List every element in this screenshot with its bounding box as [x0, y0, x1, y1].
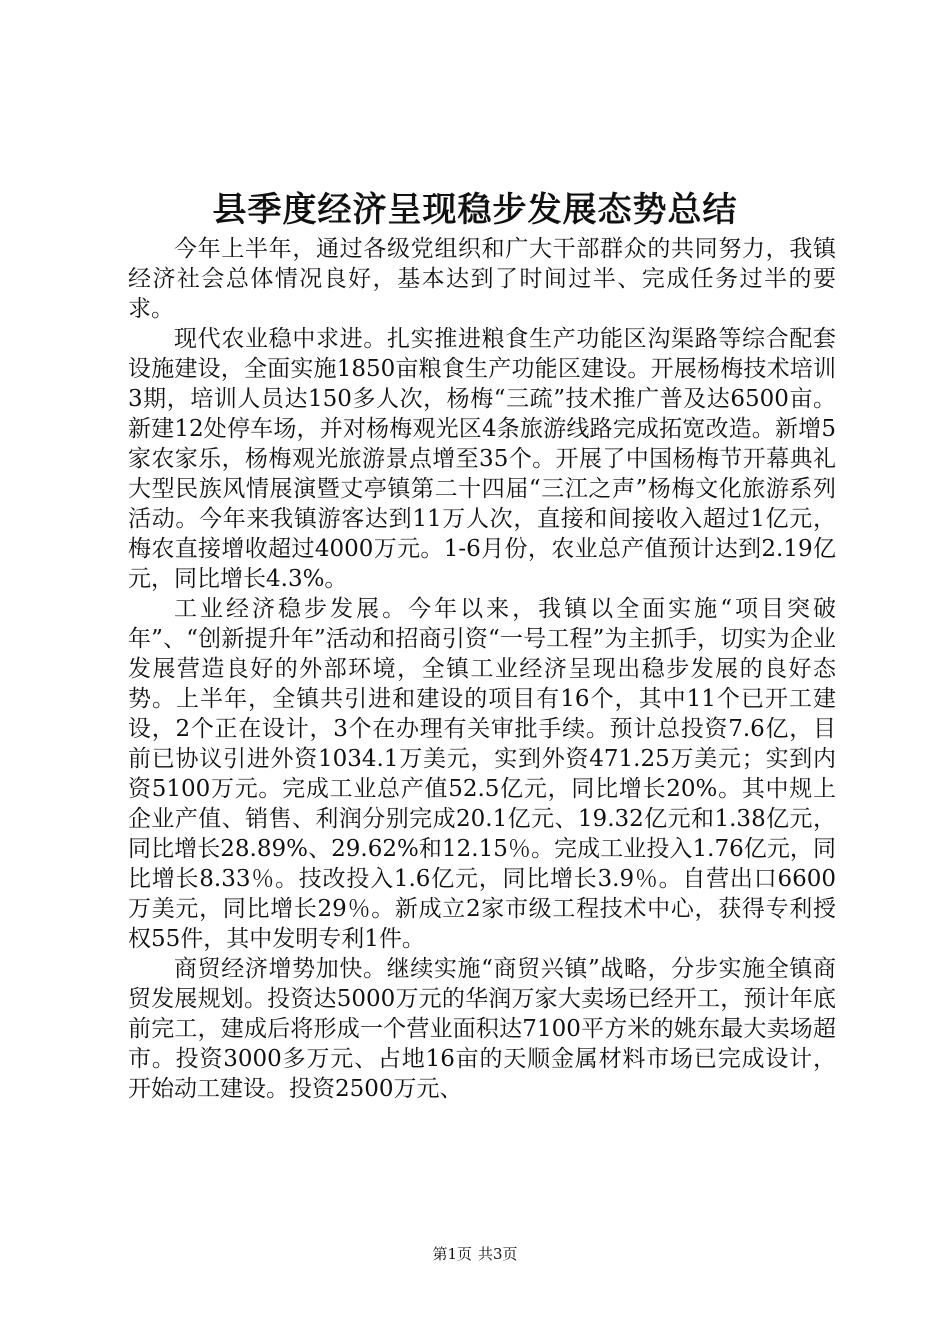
page-number: 第1页: [432, 1245, 472, 1263]
paragraph-industry: 工业经济稳步发展。今年以来，我镇以全面实施“项目突破年”、“创新提升年”活动和招商引资“一号工程”为主抓手，切实为企业发展营造良好的外部环境，全镇工业经济呈现出稳步发展的良好态势。上半年，全镇共引进和建设的项目有16个，其中11个已开工建设，2个正在设计，3个在办理有关审批手续。预计总投资7.6亿，目前已协议引进外资1034.1万美元，实到外资471.25万美元；实到内资5100万元。完成工业总产值52.5亿元，同比增长20%。其中规上企业产值、销售、利润分别完成20.1亿元、19.32亿元和1.38亿元，同比增长28.89%、29.62%和12.15％。完成工业投入1.76亿元，同比增长8.33％。技改投入1.6亿元，同比增长3.9％。自营出口6600万美元，同比增长29％。新成立2家市级工程技术中心，获得专利授权55件，其中发明专利1件。: [128, 596, 836, 952]
page-footer: [0, 1244, 950, 1264]
paragraph-commerce: 商贸经济增势加快。继续实施“商贸兴镇”战略，分步实施全镇商贸发展规划。投资达5000万元的华润万家大卖场已经开工，预计年底前完工，建成后将形成一个营业面积达7100平方米的姚东最大卖场超市。投资3000多万元、占地16亩的天顺金属材料市场已完成设计，开始动工建设。投资2500万元、: [128, 956, 836, 1102]
paragraph-intro: 今年上半年，通过各级党组织和广大干部群众的共同努力，我镇经济社会总体情况良好，基本达到了时间过半、完成任务过半的要求。: [128, 236, 836, 322]
document-body: [128, 234, 836, 1104]
page-total: 共3页: [478, 1245, 518, 1263]
paragraph-agriculture: 现代农业稳中求进。扎实推进粮食生产功能区沟渠路等综合配套设施建设，全面实施1850亩粮食生产功能区建设。开展杨梅技术培训3期，培训人员达150多人次，杨梅“三疏”技术推广普及达6500亩。新建12处停车场，并对杨梅观光区4条旅游线路完成拓宽改造。新增5家农家乐，杨梅观光旅游景点增至35个。开展了中国杨梅节开幕典礼大型民族风情展演暨丈亭镇第二十四届“三江之声”杨梅文化旅游系列活动。今年来我镇游客达到11万人次，直接和间接收入超过1亿元，梅农直接增收超过4000万元。1-6月份，农业总产值预计达到2.19亿元，同比增长4.3%。: [128, 326, 836, 592]
document-title: 县季度经济呈现稳步发展态势总结: [212, 190, 738, 230]
